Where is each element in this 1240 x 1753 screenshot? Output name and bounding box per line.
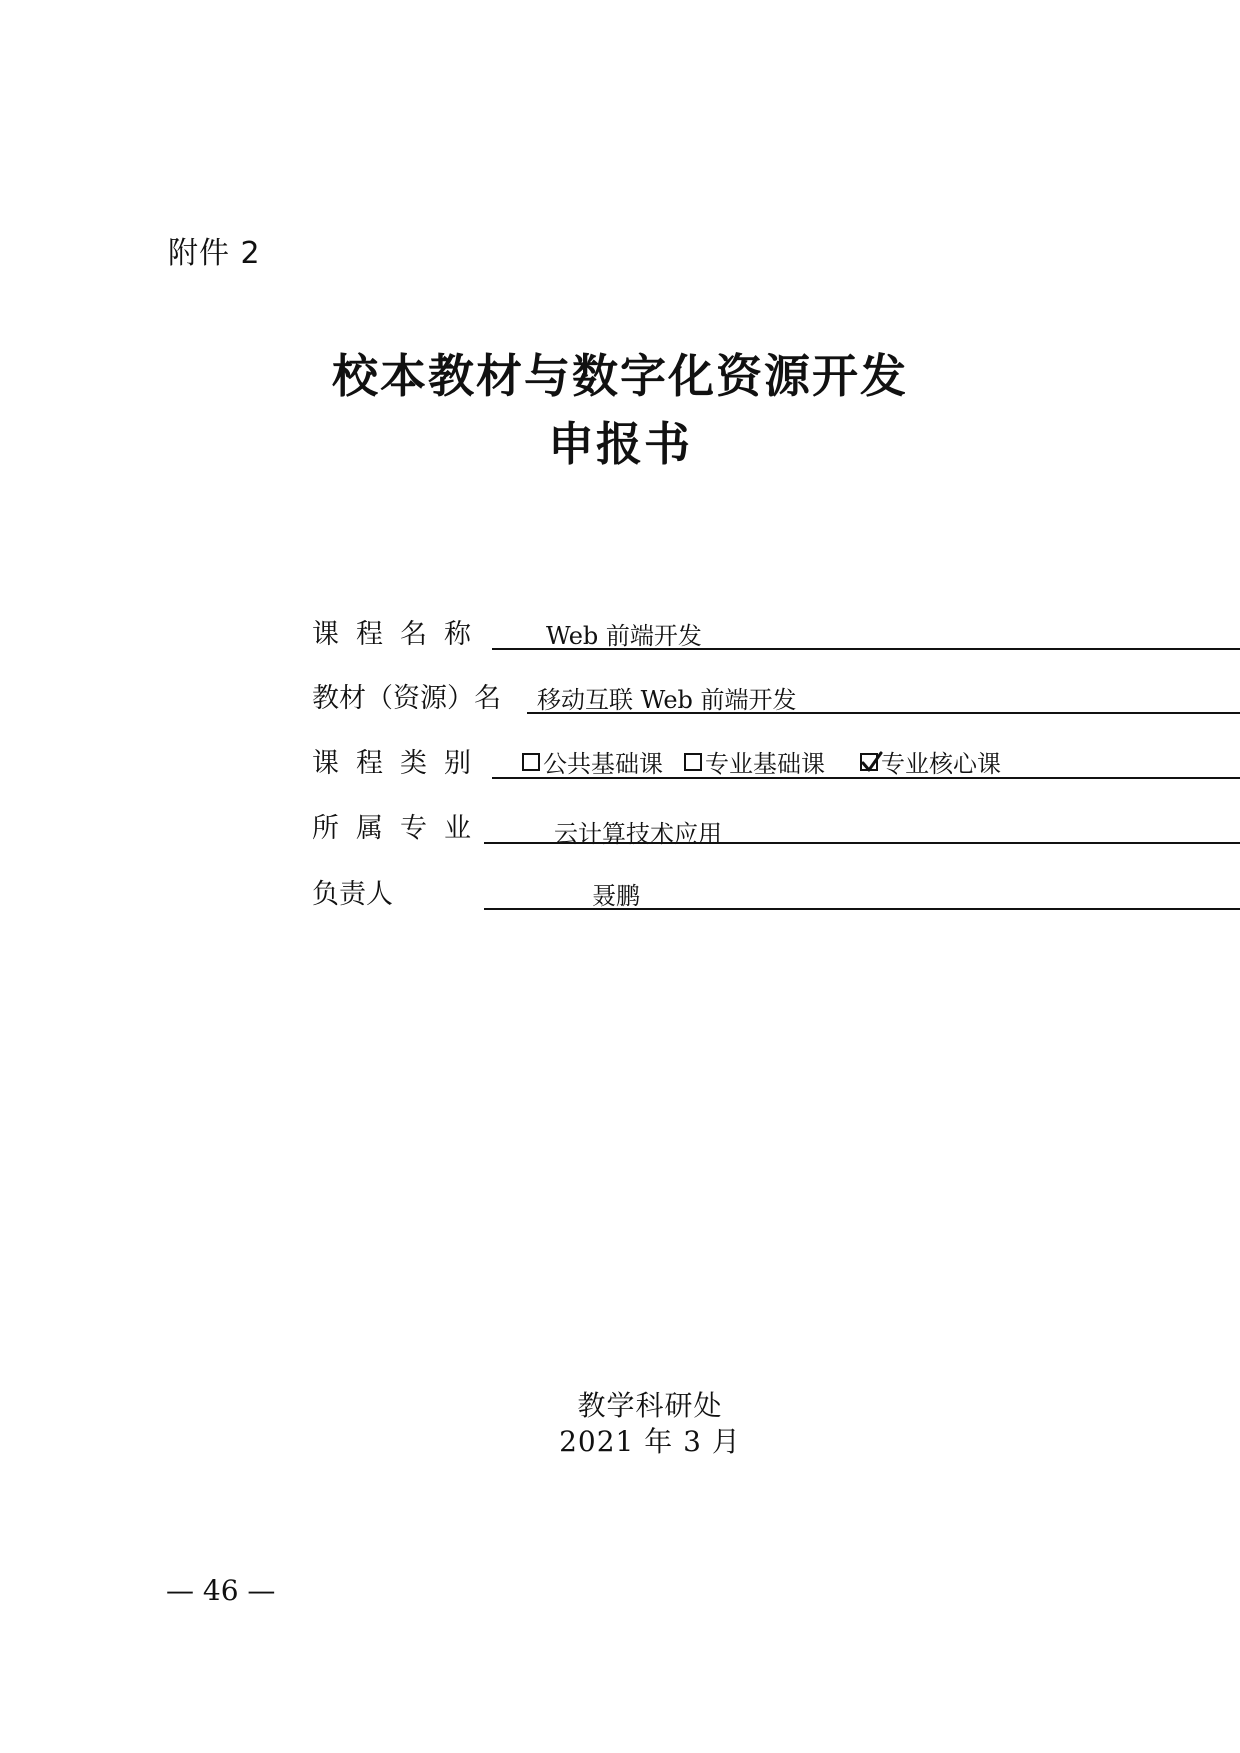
document-title-line1: 校本教材与数字化资源开发 [332,349,908,403]
page-number: — 46 — [166,1574,276,1607]
category-option-professional-core[interactable] [860,744,1001,779]
person-in-charge-value: 聂鹏 [592,882,640,910]
person-in-charge-label: 负责人 [312,879,393,910]
issue-date: 2021 年 3 月 [559,1425,741,1458]
category-option-label: 专业核心课 [881,750,1001,778]
course-category-field [492,741,1240,779]
checkmark-icon [861,750,883,774]
category-option-public-basic[interactable] [522,744,663,779]
material-name-label: 教材（资源）名 [312,683,501,714]
major-field[interactable] [484,806,1240,848]
unchecked-box-icon[interactable] [684,753,702,771]
major-label: 所属专业 [312,813,488,844]
category-option-label: 公共基础课 [543,750,663,778]
document-title-line2: 申报书 [548,417,692,471]
material-name-value: 移动互联 Web 前端开发 [537,686,797,714]
course-name-value: Web 前端开发 [546,622,702,650]
course-name-label: 课程名称 [312,619,488,650]
course-name-field[interactable] [492,612,1240,650]
issuing-department: 教学科研处 [577,1389,723,1422]
unchecked-box-icon[interactable] [522,753,540,771]
person-in-charge-field[interactable] [484,872,1240,910]
course-category-label: 课程类别 [312,748,488,779]
category-option-label: 专业基础课 [705,750,825,778]
material-name-field[interactable] [527,676,1240,714]
attachment-label: 附件 2 [168,236,261,271]
category-option-professional-basic[interactable] [684,744,825,779]
major-value: 云计算技术应用 [554,820,722,848]
checked-box-icon[interactable] [860,753,878,771]
